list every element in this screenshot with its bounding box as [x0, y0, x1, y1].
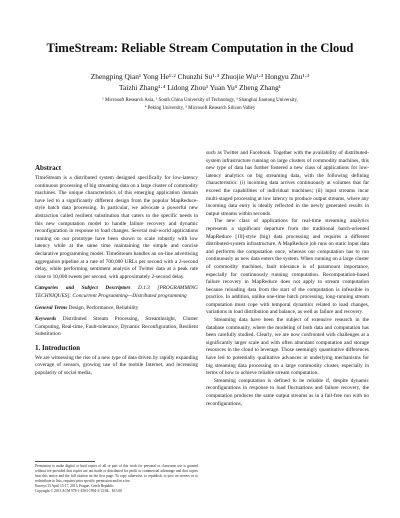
authors-line-2: Taizhi Zhang¹·⁴ Lidong Zhou¹ Yuan Yu⁵ Zheng Zhang¹ [119, 82, 281, 92]
keywords-label: Keywords [35, 316, 57, 323]
keywords-text: Distributed Stream Processing, Streamlnsight, Cluster Computing, Real-time, Fault-tolerance, Dynamic Reconfiguration, Resilient Substitution [35, 316, 198, 338]
intro-paragraph-2: The new class of applications for real-time streaming analytics represents a significant departure from the traditional batch-oriented MapReduce [10]-style (big) data processing and requires a different distributed-system infrastructure. A MapReduce job runs on static input data and performs the computation once, whereas our computation has to run continuously as new data enters the system. When running on a large cluster of commodity machines, fault tolerance is of paramount importance, especially for continuously running computation. Recomputation-based failure recovery in MapReduce does not apply to stream computation because reloading data from the start of the computation is infeasible in practice. In addition, unlike one-time batch processing, long-running stream computation must cope with temporal dynamics related to load changes, variations in load distribution and balance, as well as failure and recovery. [206, 218, 369, 316]
footnote-copyright: Copyright © 2013 ACM 978-1-4503-1994-2/13/04... $15.00 [35, 489, 122, 493]
paper-title: TimeStream: Reliable Stream Computation in the Cloud [46, 41, 354, 55]
right-column [206, 150, 369, 408]
abstract-heading: Abstract [35, 164, 62, 172]
left-column [35, 164, 198, 378]
categories-block [35, 285, 198, 300]
general-terms-block [35, 305, 198, 313]
introduction-paragraph-left: We are witnessing the rise of a new type of data driven by rapidly expanding coverage of sensors, growing use of the mobile Internet, and increasing popularity of social media, [35, 354, 198, 377]
intro-paragraph-4: Streaming computation is defined to be reliable if, despite dynamic reconfigurations in response to load fluctuations and failure recovery, the computation produces the same output streams as in a fail-free run with no reconfigurations, [206, 377, 369, 407]
abstract-body [35, 175, 198, 281]
copyright-footnote [35, 464, 198, 494]
footnote-permission: Permission to make digital or hard copies of all or part of this work for personal or classroom use is granted without fee provided that copies are not made or distributed for profit or commercial advantage and that copies bear this notice and the full citation on the first page. To copy otherwise, to republish, to post on servers or to redistribute to lists, requires prior specific permission and/or a fee. [35, 464, 198, 483]
footnote-divider [35, 461, 95, 462]
categories-label: Categories and Subject Descriptors [35, 285, 131, 292]
affiliations [10, 97, 390, 113]
general-terms-label: General Terms [35, 304, 68, 311]
categories-text: D.1.3 [PROGRAMMING TECHNIQUES]: Concurrent Programming—Distributed programming [35, 285, 199, 299]
introduction-body-left [35, 355, 198, 378]
introduction-body-right [206, 150, 369, 408]
introduction-heading: 1. Introduction [35, 343, 80, 352]
general-terms-text: Design, Performance, Reliability [68, 304, 139, 311]
author-list [22, 72, 378, 94]
authors-line-1: Zhengping Qian¹ Yong He¹·² Chunzhi Su¹·³ Zhuojie Wu¹·³ Hongyu Zhu¹·³ [90, 72, 310, 81]
affiliations-line-1: ¹ Microsoft Research Asia, ² South China University of Technology, ³ Shanghai Jiaotong University, [102, 98, 298, 103]
keywords-block [35, 316, 198, 339]
intro-paragraph-3: Streaming data have been the subject of extensive research in the database community, where the modeling of both data and computation has been carefully studied. Clearly, we are now confronted with challenges at a significantly larger scale and with often abundant computation and storage resources in the cloud to leverage. Those seemingly quantitative differences have led to potentially qualitative advances in underlying mechanisms for big streaming data processing on a large commodity cluster, especially in terms of how to achieve reliable stream computation. [206, 317, 369, 377]
abstract-paragraph: TimeStream is a distributed system designed specifically for low-latency continuous processing of big streaming data on a large cluster of commodity machines. The unique characteristics of this emerging application domain have led to a significantly different design from the popular MapReduce-style batch data processing. In particular, we advocate a powerful new abstraction called resilient substitution that caters to the specific needs in this new computation model to handle failure recovery and dynamic reconfiguration in response to load changes. Several real-world applications running on our prototype have been shown to scale robustly with low latency while at the same time maintaining the simple and concise declarative programming model. TimeStream handles an on-line advertising aggregation pipeline at a rate of 700,000 URLs per second with a 2-second delay, while performing sentiment analysis of Twitter data at a peak rate close to 10,000 tweets per second, with approximately 2-second delay. [35, 175, 198, 280]
intro-paragraph-1: such as Twitter and Facebook. Together with the availability of distributed-system infrastructure running on large clusters of commodity machines, this new type of data has further fostered a new class of applications for low-latency analytics on big streaming data, with the following defining characteristics: (i) incoming data arrives continuously at volumes that far exceed the capabilities of individual machines; (ii) input streams incur multi-staged processing at low latency to produce output streams, where any incoming data entry is ideally reflected in the newly generated results in output streams within seconds. [206, 150, 369, 217]
footnote-venue: Eurosys'13 April 15-17, 2013, Prague, Czech Republic [35, 484, 114, 488]
affiliations-line-2: ⁴ Peking University, ⁵ Microsoft Research Silicon Valley [144, 105, 256, 111]
